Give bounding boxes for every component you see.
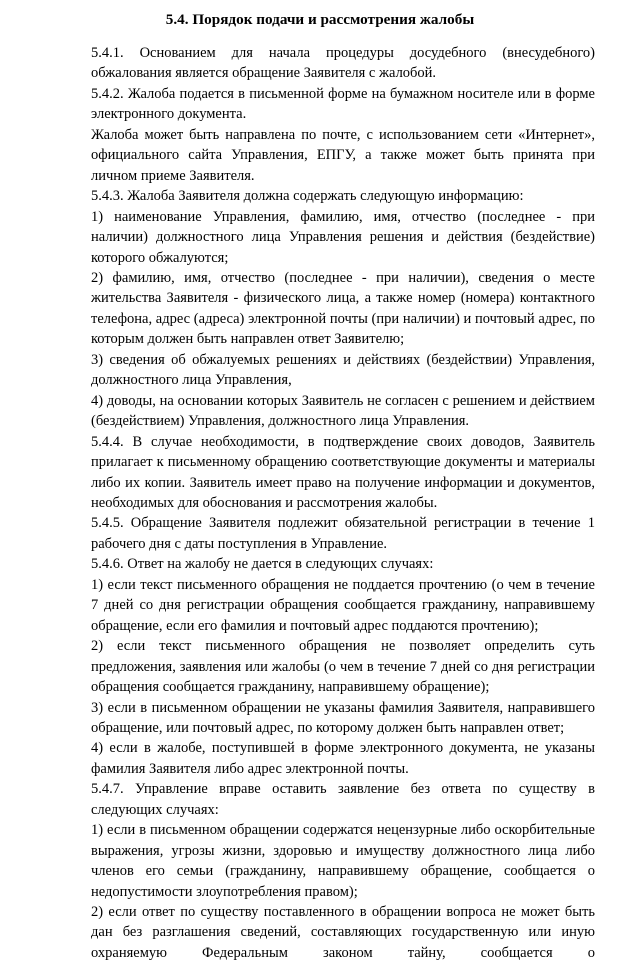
document-body bbox=[91, 43, 595, 963]
paragraph-5-4-6: 5.4.6. Ответ на жалобу не дается в следующих случаях: bbox=[91, 556, 434, 573]
paragraph-5-4-4: 5.4.4. В случае необходимости, в подтверждение своих доводов, Заявитель прилагает к письменному обращению соответствующие документы и материалы либо их копии. Заявитель имеет право на получение информации и документов, необходимых для обоснования и рассмотрения жалобы. bbox=[91, 433, 595, 511]
list-item-5-4-3-3: 3) сведения об обжалуемых решениях и действиях (бездействии) Управления, должностного лица Управления, bbox=[91, 351, 595, 389]
list-item-5-4-6-3: 3) если в письменном обращении не указаны фамилия Заявителя, направившего обращение, или почтовый адрес, по которому должен быть направлен ответ; bbox=[91, 699, 595, 736]
list-item-5-4-3-4: 4) доводы, на основании которых Заявитель не согласен с решением и действием (бездействием) Управления, должностного лица Управления. bbox=[91, 392, 595, 430]
list-item-5-4-7-2: 2) если ответ по существу поставленного в обращении вопроса не может быть дан без разглашения сведений, составляющих государственную или иную охраняемую Федеральным законом тайну, сообщается о bbox=[91, 904, 595, 961]
list-item-5-4-6-1: 1) если текст письменного обращения не поддается прочтению (о чем в течение 7 дней со дня регистрации обращения сообщается гражданину, направившему обращение, если его фамилия и почтовый адрес поддаются прочтению); bbox=[91, 576, 595, 634]
paragraph-5-4-2: 5.4.2. Жалоба подается в письменной форме на бумажном носителе или в форме электронного документа. bbox=[91, 85, 595, 123]
list-item-5-4-6-2: 2) если текст письменного обращения не позволяет определить суть предложения, заявления или жалобы (о чем в течение 7 дней со дня регистрации обращения сообщается гражданину, направившему обращение); bbox=[91, 638, 595, 696]
paragraph-5-4-1: 5.4.1. Основанием для начала процедуры досудебного (внесудебного) обжалования является обращение Заявителя с жалобой. bbox=[91, 45, 595, 82]
list-item-5-4-3-2: 2) фамилию, имя, отчество (последнее - при наличии), сведения о месте жительства Заявителя - физического лица, а также номер (номера) контактного телефона, адрес (адреса) электронной почты (при наличии) и почтовый адрес, по которым должен быть направлен ответ Заявителю; bbox=[91, 269, 595, 348]
list-item-5-4-3-1: 1) наименование Управления, фамилию, имя, отчество (последнее - при наличии) должностного лица Управления решения и действия (бездействие) которого обжалуются; bbox=[91, 208, 595, 266]
paragraph-5-4-7: 5.4.7. Управление вправе оставить заявление без ответа по существу в следующих случаях: bbox=[91, 781, 595, 818]
list-item-5-4-6-4: 4) если в жалобе, поступившей в форме электронного документа, не указаны фамилия Заявителя либо адрес электронной почты. bbox=[91, 740, 595, 777]
paragraph-5-4-5: 5.4.5. Обращение Заявителя подлежит обязательной регистрации в течение 1 рабочего дня с даты поступления в Управление. bbox=[91, 515, 595, 552]
list-item-5-4-7-1: 1) если в письменном обращении содержатся нецензурные либо оскорбительные выражения, угрозы жизни, здоровью и имуществу должностного лица либо членов его семьи (гражданину, направившему обращение, сообщается о недопустимости злоупотребления правом); bbox=[91, 822, 595, 900]
paragraph-submission-channels: Жалоба может быть направлена по почте, с использованием сети «Интернет», официального сайта Управления, ЕПГУ, а также может быть принята при личном приеме Заявителя. bbox=[91, 126, 595, 184]
paragraph-5-4-3: 5.4.3. Жалоба Заявителя должна содержать следующую информацию: bbox=[91, 188, 524, 205]
section-heading: 5.4. Порядок подачи и рассмотрения жалобы bbox=[165, 11, 475, 28]
